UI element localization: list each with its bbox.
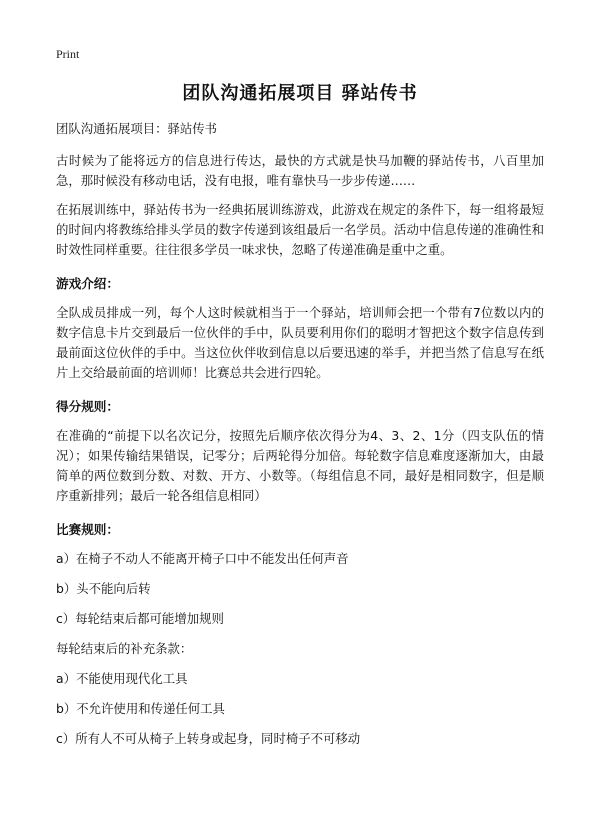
- section-heading-rules: 比赛规则：: [56, 522, 119, 537]
- page-title: 团队沟通拓展项目 驿站传书: [182, 83, 418, 104]
- game-intro-paragraph: 全队成员排成一列，每个人这时候就相当于一个驿站，培训师会把一个带有7位数以内的数字信息卡片交到最后一位伙伴的手中，队员要利用你们的聪明才智把这个数字信息传到最前面这位伙伴的手中。当这位伙伴收到信息以后要迅速的举手，并把当然了信息写在纸片上交给最前面的培训师！比赛总共会进行四轮。: [56, 305, 544, 380]
- section-heading-scoring: 得分规则：: [56, 399, 119, 414]
- rule-item: c）每轮结束后都可能增加规则: [56, 611, 224, 626]
- print-link[interactable]: Print: [56, 47, 80, 61]
- intro-paragraph-1: 古时候为了能将远方的信息进行传达，最快的方式就是快马加鞭的驿站传书，八百里加急，那时候没有移动电话，没有电报，唯有靠快马一步步传递……: [56, 153, 544, 188]
- rule-item: a）在椅子不动人不能离开椅子口中不能发出任何声音: [56, 551, 349, 566]
- supplement-heading: 每轮结束后的补充条款：: [56, 641, 193, 656]
- scoring-paragraph: 在准确的“前提下以名次记分，按照先后顺序依次得分为4、3、2、1分（四支队伍的情况）；如果传输结果错误，记零分；后两轮得分加倍。每轮数字信息难度逐渐加大，由最简单的两位数到分数、对数、开方、小数等。（每组信息不同，最好是相同数字，但是顺序重新排列；最后一轮各组信息相同）: [56, 428, 544, 503]
- article-body: [56, 119, 544, 759]
- intro-paragraph-2: 在拓展训练中，驿站传书为一经典拓展训练游戏，此游戏在规定的条件下，每一组将最短的时间内将教练给排头学员的数字传递到该组最后一名学员。活动中信息传递的准确性和时效性同样重要。往往很多学员一味求快，忽略了传递准确是重中之重。: [56, 202, 544, 257]
- supplement-item: c）所有人不可从椅子上转身或起身，同时椅子不可移动: [56, 731, 361, 746]
- section-heading-game-intro: 游戏介绍：: [56, 276, 119, 291]
- supplement-item: a）不能使用现代化工具: [56, 671, 188, 686]
- rule-item: b）头不能向后转: [56, 581, 151, 596]
- article-subtitle: 团队沟通拓展项目：驿站传书: [56, 121, 218, 136]
- supplement-item: b）不允许使用和传递任何工具: [56, 701, 225, 716]
